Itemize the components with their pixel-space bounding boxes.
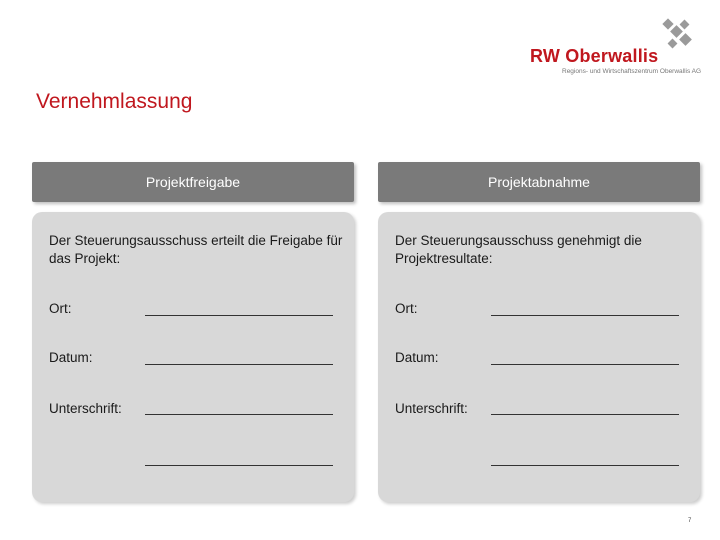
field-label-datum: Datum: xyxy=(395,350,439,365)
logo-mark-icon xyxy=(660,18,694,52)
signature-line-unterschrift xyxy=(491,414,679,415)
signature-line-extra xyxy=(145,465,333,466)
signature-line-ort xyxy=(145,315,333,316)
field-label-unterschrift: Unterschrift: xyxy=(49,401,122,416)
panel-projektabnahme xyxy=(378,212,700,502)
field-label-ort: Ort: xyxy=(49,301,72,316)
panel-intro-text: Der Steuerungsausschuss genehmigt die Projektresultate: xyxy=(395,233,642,266)
signature-line-extra xyxy=(491,465,679,466)
signature-line-datum xyxy=(145,364,333,365)
field-label-unterschrift: Unterschrift: xyxy=(395,401,468,416)
company-logo xyxy=(530,18,702,75)
signature-line-unterschrift xyxy=(145,414,333,415)
page-title: Vernehmlassung xyxy=(36,90,193,113)
logo-subtitle: Regions- und Wirtschaftszentrum Oberwallis AG xyxy=(562,68,702,75)
signature-line-datum xyxy=(491,364,679,365)
header-projektabnahme: Projektabnahme xyxy=(378,162,700,202)
logo-name: RW Oberwallis xyxy=(530,46,659,66)
field-label-datum: Datum: xyxy=(49,350,93,365)
page-number: 7 xyxy=(688,518,692,524)
header-projektfreigabe: Projektfreigabe xyxy=(32,162,354,202)
signature-line-ort xyxy=(491,315,679,316)
panel-intro-text: Der Steuerungsausschuss erteilt die Freigabe für das Projekt: xyxy=(49,233,343,266)
field-label-ort: Ort: xyxy=(395,301,418,316)
panel-projektfreigabe xyxy=(32,212,354,502)
